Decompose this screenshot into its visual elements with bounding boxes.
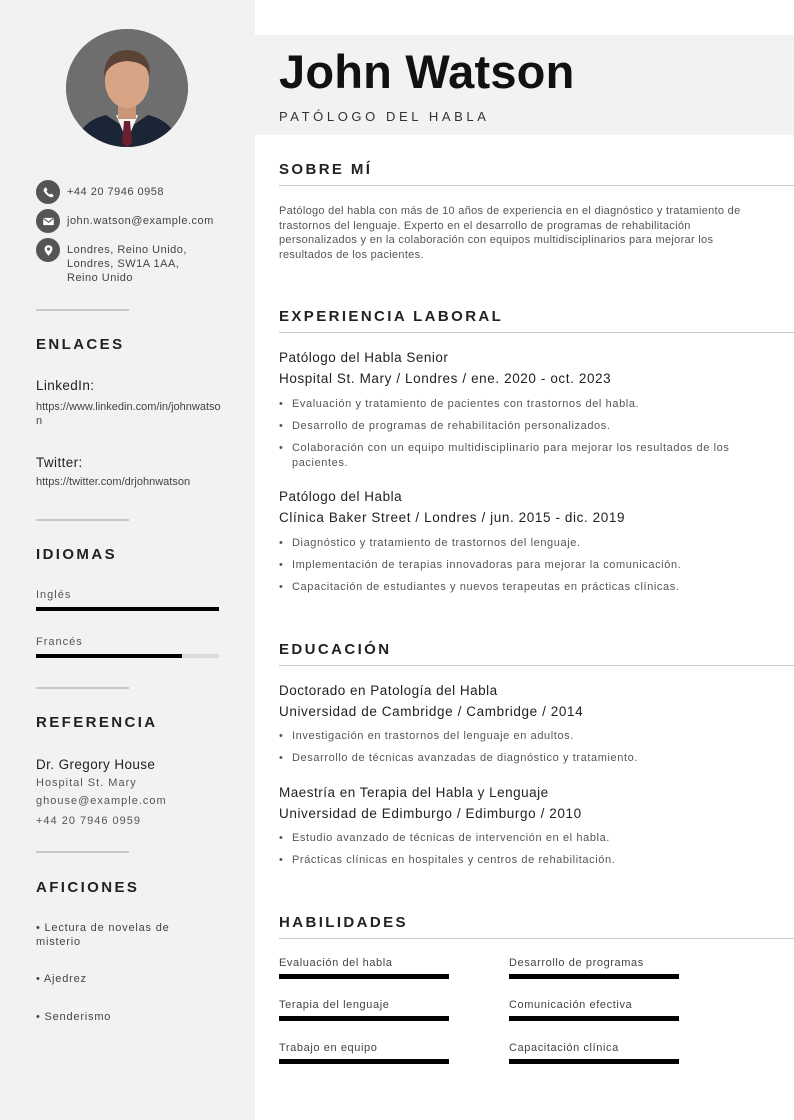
section-rule (279, 938, 794, 939)
linkedin-link[interactable]: https://www.linkedin.com/in/johnwatson (36, 401, 221, 427)
twitter-label: Twitter: (36, 455, 83, 470)
language-level-fill (36, 607, 219, 611)
profile-photo (66, 29, 188, 147)
skills-heading: HABILIDADES (279, 914, 408, 931)
skill-item (279, 1042, 449, 1064)
email-text[interactable]: john.watson@example.com (67, 215, 214, 227)
skill-name: Capacitación clínica (509, 1042, 619, 1054)
reference-name: Dr. Gregory House (36, 757, 156, 772)
job-title: PATÓLOGO DEL HABLA (279, 109, 490, 124)
list-item: • Investigación en trastornos del lenguaje en adultos. (279, 730, 574, 742)
address-text: Londres, Reino Unido, Londres, SW1A 1AA, Reino Unido (67, 244, 187, 284)
list-item: • Desarrollo de técnicas avanzadas de diagnóstico y tratamiento. (279, 752, 638, 764)
skill-level-bar (509, 974, 679, 979)
reference-heading: REFERENCIA (36, 714, 158, 731)
skill-level-bar (279, 1059, 449, 1064)
contact-address (36, 238, 187, 285)
sidebar-divider (36, 309, 129, 311)
sidebar-divider (36, 519, 129, 521)
list-item: • Desarrollo de programas de rehabilitación personalizados. (279, 420, 611, 432)
skill-name: Trabajo en equipo (279, 1042, 378, 1054)
degree-place: Universidad de Cambridge / Cambridge / 2014 (279, 704, 584, 719)
language-name: Inglés (36, 589, 72, 601)
skill-name: Desarrollo de programas (509, 957, 644, 969)
list-item: • Colaboración con un equipo multidisciplinario para mejorar los resultados de los pacientes. (279, 442, 730, 469)
job-place: Clínica Baker Street / Londres / jun. 2015 - dic. 2019 (279, 510, 626, 525)
skill-level-bar (509, 1059, 679, 1064)
languages-heading: IDIOMAS (36, 546, 117, 563)
person-name: John Watson (279, 45, 575, 98)
language-name: Francés (36, 636, 83, 648)
skill-name: Comunicación efectiva (509, 999, 633, 1011)
degree-title: Maestría en Terapia del Habla y Lenguaje (279, 785, 549, 800)
linkedin-label: LinkedIn: (36, 378, 95, 393)
job-place: Hospital St. Mary / Londres / ene. 2020 - oct. 2023 (279, 371, 612, 386)
contact-email (36, 209, 214, 233)
phone-icon (36, 180, 60, 204)
envelope-icon (36, 209, 60, 233)
list-item: • Estudio avanzado de técnicas de intervención en el habla. (279, 832, 610, 844)
skill-item (509, 999, 679, 1021)
skill-level-bar (509, 1016, 679, 1021)
skill-level-bar (279, 1016, 449, 1021)
job-role: Patólogo del Habla (279, 489, 403, 504)
skill-item (279, 957, 449, 979)
hobby-item: • Lectura de novelas de misterio (36, 922, 170, 948)
language-level-bar (36, 607, 219, 611)
section-rule (279, 185, 794, 186)
sidebar-divider (36, 687, 129, 689)
language-level-fill (36, 654, 182, 658)
list-item: • Capacitación de estudiantes y nuevos terapeutas en prácticas clínicas. (279, 581, 680, 593)
portrait-image (66, 29, 188, 147)
skill-name: Terapia del lenguaje (279, 999, 390, 1011)
twitter-link[interactable]: https://twitter.com/drjohnwatson (36, 476, 191, 488)
list-item: • Prácticas clínicas en hospitales y centros de rehabilitación. (279, 854, 616, 866)
skill-level-fill (509, 974, 679, 979)
contact-phone (36, 180, 164, 204)
experience-heading: EXPERIENCIA LABORAL (279, 308, 504, 325)
skill-item (509, 957, 679, 979)
map-pin-icon (36, 238, 60, 262)
hobby-item: • Senderismo (36, 1011, 112, 1023)
list-item: • Diagnóstico y tratamiento de trastornos del lenguaje. (279, 537, 581, 549)
phone-text: +44 20 7946 0958 (67, 186, 165, 198)
skill-level-fill (279, 1059, 449, 1064)
skill-level-fill (279, 1016, 449, 1021)
section-rule (279, 665, 794, 666)
degree-place: Universidad de Edimburgo / Edimburgo / 2010 (279, 806, 582, 821)
about-heading: SOBRE MÍ (279, 161, 373, 178)
skill-level-bar (279, 974, 449, 979)
skill-item (279, 999, 449, 1021)
reference-phone: +44 20 7946 0959 (36, 815, 142, 827)
job-role: Patólogo del Habla Senior (279, 350, 449, 365)
links-heading: ENLACES (36, 336, 125, 353)
hobby-item: • Ajedrez (36, 973, 87, 985)
language-level-bar (36, 654, 219, 658)
list-item: • Implementación de terapias innovadoras para mejorar la comunicación. (279, 559, 682, 571)
sidebar (0, 0, 255, 1120)
hobbies-heading: AFICIONES (36, 879, 140, 896)
reference-place: Hospital St. Mary (36, 777, 137, 789)
section-rule (279, 332, 794, 333)
skill-level-fill (509, 1016, 679, 1021)
skill-level-fill (509, 1059, 679, 1064)
education-heading: EDUCACIÓN (279, 641, 392, 658)
skill-level-fill (279, 974, 449, 979)
skill-name: Evaluación del habla (279, 957, 393, 969)
degree-title: Doctorado en Patología del Habla (279, 683, 498, 698)
sidebar-divider (36, 851, 129, 853)
skill-item (509, 1042, 679, 1064)
about-text: Patólogo del habla con más de 10 años de experiencia en el diagnóstico y tratamiento de trastornos del lenguaje. Experto en el desarrollo de programas de rehabilitación personalizados y en la colaboración con equipos multidisciplinarios para mejorar los resultados de los pacientes. (279, 205, 741, 261)
list-item: • Evaluación y tratamiento de pacientes con trastornos del habla. (279, 398, 640, 410)
reference-email[interactable]: ghouse@example.com (36, 795, 167, 807)
